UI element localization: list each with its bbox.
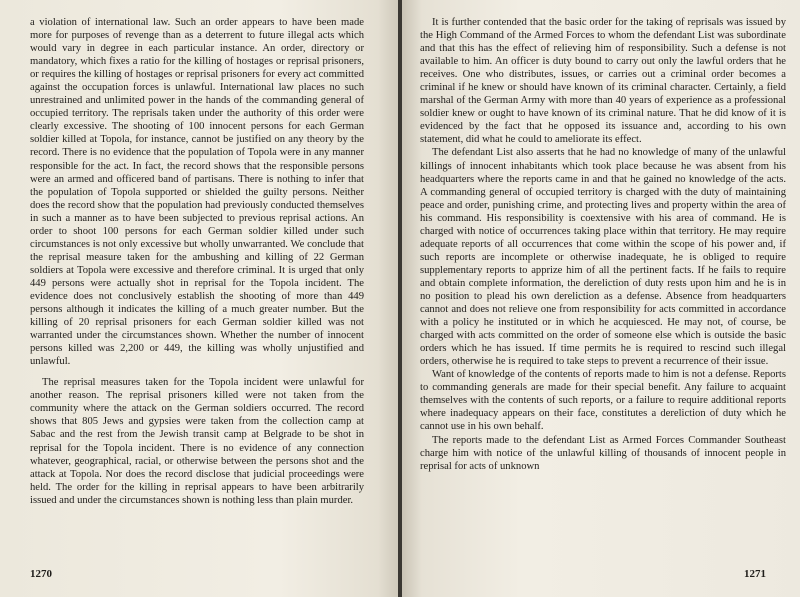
right-paragraph-2: The defendant List also asserts that he had no knowledge of many of the unlawful killings of innocent inhabitants which took place because he was absent from his headquarters where the reports came in and that he gained no knowledge of the acts. A commanding general of occupied territory is charged with the duty of maintaining peace and order, punishing crime, and protecting lives and property within the area of his command. His responsibility is coextensive with his area of command. He is charged with notice of occurrences taking place within that territory. He may require adequate reports of all occurrences that come within the scope of his power and, if such reports are incomplete or otherwise inadequate, he is obliged to require supplementary reports to apprize him of all the pertinent facts. If he fails to require and obtain complete information, the dereliction of duty rests upon him and he is in no position to plead his own dereliction as a defense. Absence from headquarters cannot and does not relieve one from responsibility for acts committed in accordance with a policy he instituted or in which he acquiesced. He may not, of course, be charged with acts committed on the order of someone else which is outside the basic orders which he has issued. If time permits he is required to rescind such illegal orders, otherwise he is required to take steps to prevent a recurrence of their issue.	[420, 147, 786, 368]
right-paragraph-1: It is further contended that the basic order for the taking of reprisals was issued by the High Command of the Armed Forces to whom the defendant List was subordinate and that this has the effect of relieving him of responsibility. Such a defense is not available to him. An officer is duty bound to carry out only the lawful orders that he receives. One who distributes, issues, or carries out a criminal order becomes a criminal if he knew or should have known of its criminal character. Certainly, a field marshal of the German Army with more than 40 years of experience as a professional soldier knew or ought to have known of its criminal nature. That he did know of it is evidenced by the fact that he opposed its issuance and, according to his own statement, did what he could to ameliorate its effect.	[420, 17, 786, 146]
left-paragraph-1: a violation of international law. Such an order appears to have been made more for purposes of revenge than as a deterrent to future illegal acts which would vary in degree in each particular instance. An order, directory or mandatory, which fixes a ratio for the killing of hostages or reprisal prisoners, or requires the killing of hostages or reprisal prisoners for every act committed against the occupation forces is unlawful. International law places no such unrestrained and unlimited power in the hands of the commanding general of occupied territory. The reprisals taken under the authority of this order were clearly excessive. The shooting of 100 innocent persons for each German soldier killed at Topola, for instance, cannot be justified on any theory by the record. There is no evidence that the population of Topola were in any manner responsible for the act. In fact, the record shows that the responsible persons were an armed and officered band of partisans. There is nothing to infer that the population of Topola supported or shielded the guilty persons. Neither does the record show that the population had previously conducted themselves in such a manner as to have been subjected to previous reprisal actions. An order to shoot 100 persons for each German soldier killed under such circumstances is not only excessive but wholly unwarranted. We conclude that the reprisal measure taken for the ambushing and killing of 22 German soldiers at Topola were excessive and therefore criminal. It is urged that only 449 persons were actually shot in reprisal for the Topola incident. The evidence does not conclusively establish the shooting of more than 449 persons although it indicates the killing of a much greater number. But the killing of 20 reprisal prisoners for each German soldier killed was not warranted under the circumstances shown. Whether the number of innocent persons killed was 2,200 or 449, the killing was wholly unjustified and unlawful.	[30, 17, 364, 368]
left-page	[0, 0, 398, 597]
right-paragraph-4: The reports made to the defendant List as Armed Forces Commander Southeast charge him with notice of the unlawful killing of thousands of innocent people in reprisal for acts of unknown	[420, 434, 786, 472]
right-paragraph-3: Want of knowledge of the contents of reports made to him is not a defense. Reports to commanding generals are made for their special benefit. Any failure to acquaint themselves with the contents of such reports, or a failure to require additional reports where inadequacy appears on their face, constitutes a dereliction of duty which he cannot use in his own behalf.	[420, 369, 786, 433]
left-paragraph-2: The reprisal measures taken for the Topola incident were unlawful for another reason. The reprisal prisoners killed were not taken from the community where the attack on the German soldiers occurred. The record shows that 805 Jews and gypsies were taken from the collection camp at Sabac and the rest from the Jewish transit camp at Belgrade to be shot in reprisal for the Topola incident. There is no evidence of any connection whatever, geographical, racial, or otherwise between the persons shot and the attack at Topola. Nor does the record disclose that judicial proceedings were held. The order for the killing in reprisal appears to have been arbitrarily issued and under the circumstances shown is nothing less than plain murder.	[30, 377, 364, 506]
page-number-right: 1271	[744, 567, 766, 580]
page-number-left: 1270	[30, 567, 52, 580]
right-page	[402, 0, 800, 597]
